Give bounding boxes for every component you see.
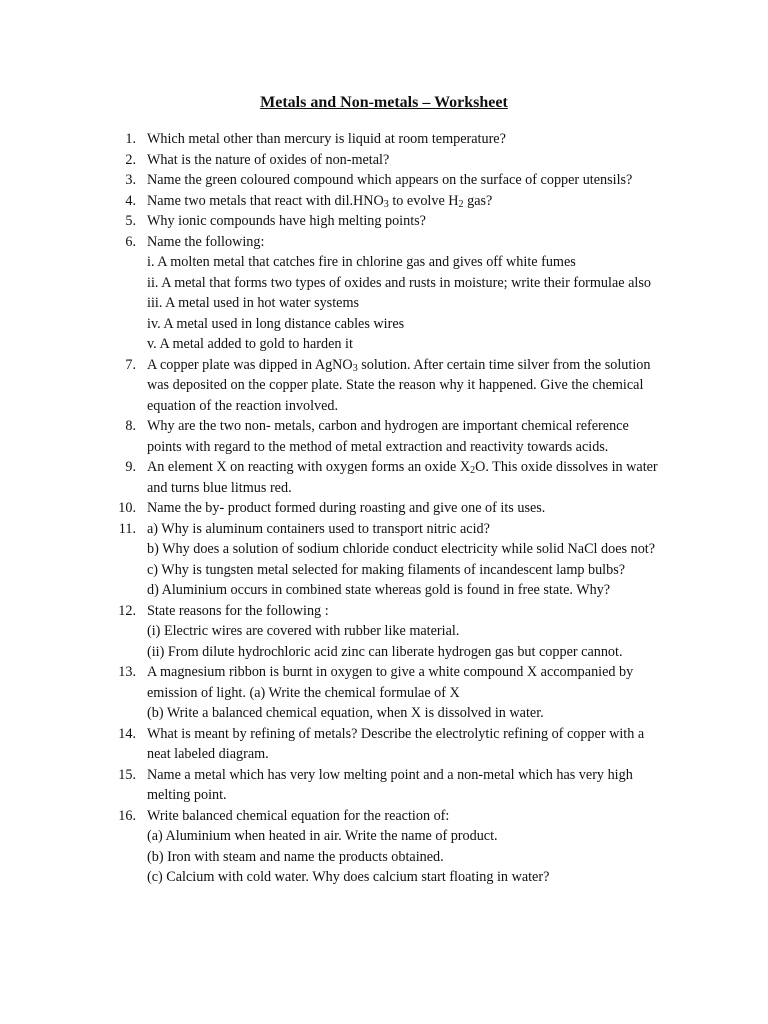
question-continuation-line: [112, 847, 712, 868]
question-continuation-line: [112, 683, 712, 704]
question-number: [112, 437, 136, 458]
question-text: Name two metals that react with $dil.HNO_3$ to evolve $H_2$ gas?: [147, 192, 493, 210]
question-text: What is the nature of oxides of non-metal?: [147, 151, 390, 168]
question-item: [112, 170, 712, 191]
question-item: [112, 232, 712, 253]
question-item: [112, 129, 712, 150]
question-text: Name the by- product formed during roasting and give one of its uses.: [147, 500, 546, 516]
question-continuation-line: [112, 560, 712, 581]
question-text: (a) Aluminium when heated in air. Write the name of product.: [147, 828, 498, 844]
question-text: c) Why is tungsten metal selected for making filaments of incandescent lamp bulbs?: [147, 561, 626, 578]
question-text: (ii) From dilute hydrochloric acid zinc can liberate hydrogen gas but copper cannot.: [147, 643, 623, 660]
question-number: [112, 334, 136, 355]
question-number: [112, 293, 136, 314]
question-number: [112, 703, 136, 724]
question-text: b) Why does a solution of sodium chloride conduct electricity while solid NaCl does not?: [147, 541, 656, 557]
question-text: (i) Electric wires are covered with rubber like material.: [147, 623, 460, 639]
question-number: 16.: [118, 807, 136, 824]
question-number: 3.: [125, 172, 136, 188]
question-item: [112, 150, 712, 171]
question-continuation-line: [112, 252, 712, 273]
question-item: [112, 724, 712, 745]
question-continuation-line: [112, 437, 712, 458]
question-continuation-line: [112, 334, 712, 355]
question-item: [112, 765, 712, 786]
question-number: [112, 580, 136, 601]
question-text: iv. A metal used in long distance cables wires: [147, 315, 405, 332]
question-text: Name the following:: [147, 233, 265, 250]
question-number: 12.: [118, 602, 136, 619]
question-number: [112, 785, 136, 806]
question-text: was deposited on the copper plate. State the reason why it happened. Give the chemical: [147, 377, 644, 393]
question-text: Why ionic compounds have high melting points?: [147, 213, 426, 229]
question-continuation-line: [112, 642, 712, 663]
question-number: [112, 273, 136, 294]
question-number: 1.: [125, 131, 136, 147]
question-item: [112, 416, 712, 437]
question-continuation-line: [112, 396, 712, 417]
question-text: ii. A metal that forms two types of oxides and rusts in moisture; write their formulae also: [147, 274, 651, 291]
question-item: [112, 662, 712, 683]
question-item: [112, 191, 712, 212]
question-continuation-line: [112, 580, 712, 601]
question-number: 6.: [125, 233, 136, 250]
question-item: [112, 601, 712, 622]
question-continuation-line: [112, 826, 712, 847]
question-text: What is meant by refining of metals? Describe the electrolytic refining of copper with a: [147, 725, 645, 742]
question-text: and turns blue litmus red.: [147, 479, 292, 496]
question-continuation-line: [112, 478, 712, 499]
question-number: [112, 560, 136, 581]
question-number: [112, 683, 136, 704]
question-text: An element X on reacting with oxygen forms an oxide $X_2O$. This oxide dissolves in water: [147, 459, 658, 476]
question-text: v. A metal added to gold to harden it: [147, 336, 353, 352]
question-text: Name the green coloured compound which appears on the surface of copper utensils?: [147, 172, 633, 188]
question-number: [112, 847, 136, 868]
question-number: 10.: [118, 500, 136, 516]
question-item: [112, 355, 712, 376]
question-text: Name a metal which has very low melting point and a non-metal which has very high: [147, 766, 633, 783]
question-number: [112, 826, 136, 847]
question-number: 15.: [118, 766, 136, 783]
question-text: a) Why is aluminum containers used to transport nitric acid?: [147, 520, 490, 537]
question-item: [112, 498, 712, 519]
question-item: [112, 806, 712, 827]
question-item: [112, 519, 712, 540]
question-text: melting point.: [147, 787, 227, 803]
question-text: neat labeled diagram.: [147, 746, 269, 762]
question-text: (c) Calcium with cold water. Why does calcium start floating in water?: [147, 869, 550, 885]
question-continuation-line: [112, 273, 712, 294]
question-number: [112, 375, 136, 396]
question-text: Why are the two non- metals, carbon and hydrogen are important chemical reference: [147, 418, 629, 434]
question-number: 11.: [118, 520, 136, 537]
question-number: 7.: [125, 356, 136, 373]
question-text: (b) Iron with steam and name the products obtained.: [147, 848, 444, 865]
question-text: State reasons for the following :: [147, 602, 329, 619]
question-number: [112, 621, 136, 642]
question-list: [112, 129, 712, 888]
question-text: Which metal other than mercury is liquid at room temperature?: [147, 131, 506, 147]
question-number: 9.: [125, 459, 136, 475]
question-number: [112, 314, 136, 335]
question-continuation-line: [112, 375, 712, 396]
question-text: d) Aluminium occurs in combined state whereas gold is found in free state. Why?: [147, 582, 611, 598]
question-text: A copper plate was dipped in AgNO$_3$ solution. After certain time silver from the solution: [147, 356, 651, 374]
question-text: i. A molten metal that catches fire in chlorine gas and gives off white fumes: [147, 254, 576, 270]
question-text: emission of light. (a) Write the chemical formulae of X: [147, 684, 460, 701]
question-continuation-line: [112, 314, 712, 335]
question-continuation-line: [112, 621, 712, 642]
question-number: 8.: [125, 418, 136, 434]
question-number: [112, 252, 136, 273]
worksheet-title: Metals and Non-metals – Worksheet: [260, 94, 508, 111]
question-text: (b) Write a balanced chemical equation, when X is dissolved in water.: [147, 705, 544, 721]
question-text: Write balanced chemical equation for the reaction of:: [147, 807, 450, 824]
question-number: 13.: [118, 664, 136, 680]
question-number: [112, 396, 136, 417]
question-text: A magnesium ribbon is burnt in oxygen to give a white compound X accompanied by: [147, 664, 634, 680]
question-number: 4.: [125, 192, 136, 209]
question-continuation-line: [112, 539, 712, 560]
question-text: points with regard to the method of metal extraction and reactivity towards acids.: [147, 438, 609, 455]
question-number: [112, 744, 136, 765]
question-continuation-line: [112, 293, 712, 314]
question-number: [112, 867, 136, 888]
question-continuation-line: [112, 703, 712, 724]
question-text: equation of the reaction involved.: [147, 397, 339, 414]
question-item: [112, 457, 712, 478]
question-number: [112, 478, 136, 499]
question-number: 5.: [125, 213, 136, 229]
question-continuation-line: [112, 867, 712, 888]
question-number: [112, 642, 136, 663]
question-item: [112, 211, 712, 232]
question-number: [112, 539, 136, 560]
question-number: 2.: [125, 151, 136, 168]
question-number: 14.: [118, 725, 136, 742]
question-continuation-line: [112, 744, 712, 765]
question-continuation-line: [112, 785, 712, 806]
question-text: iii. A metal used in hot water systems: [147, 295, 360, 311]
